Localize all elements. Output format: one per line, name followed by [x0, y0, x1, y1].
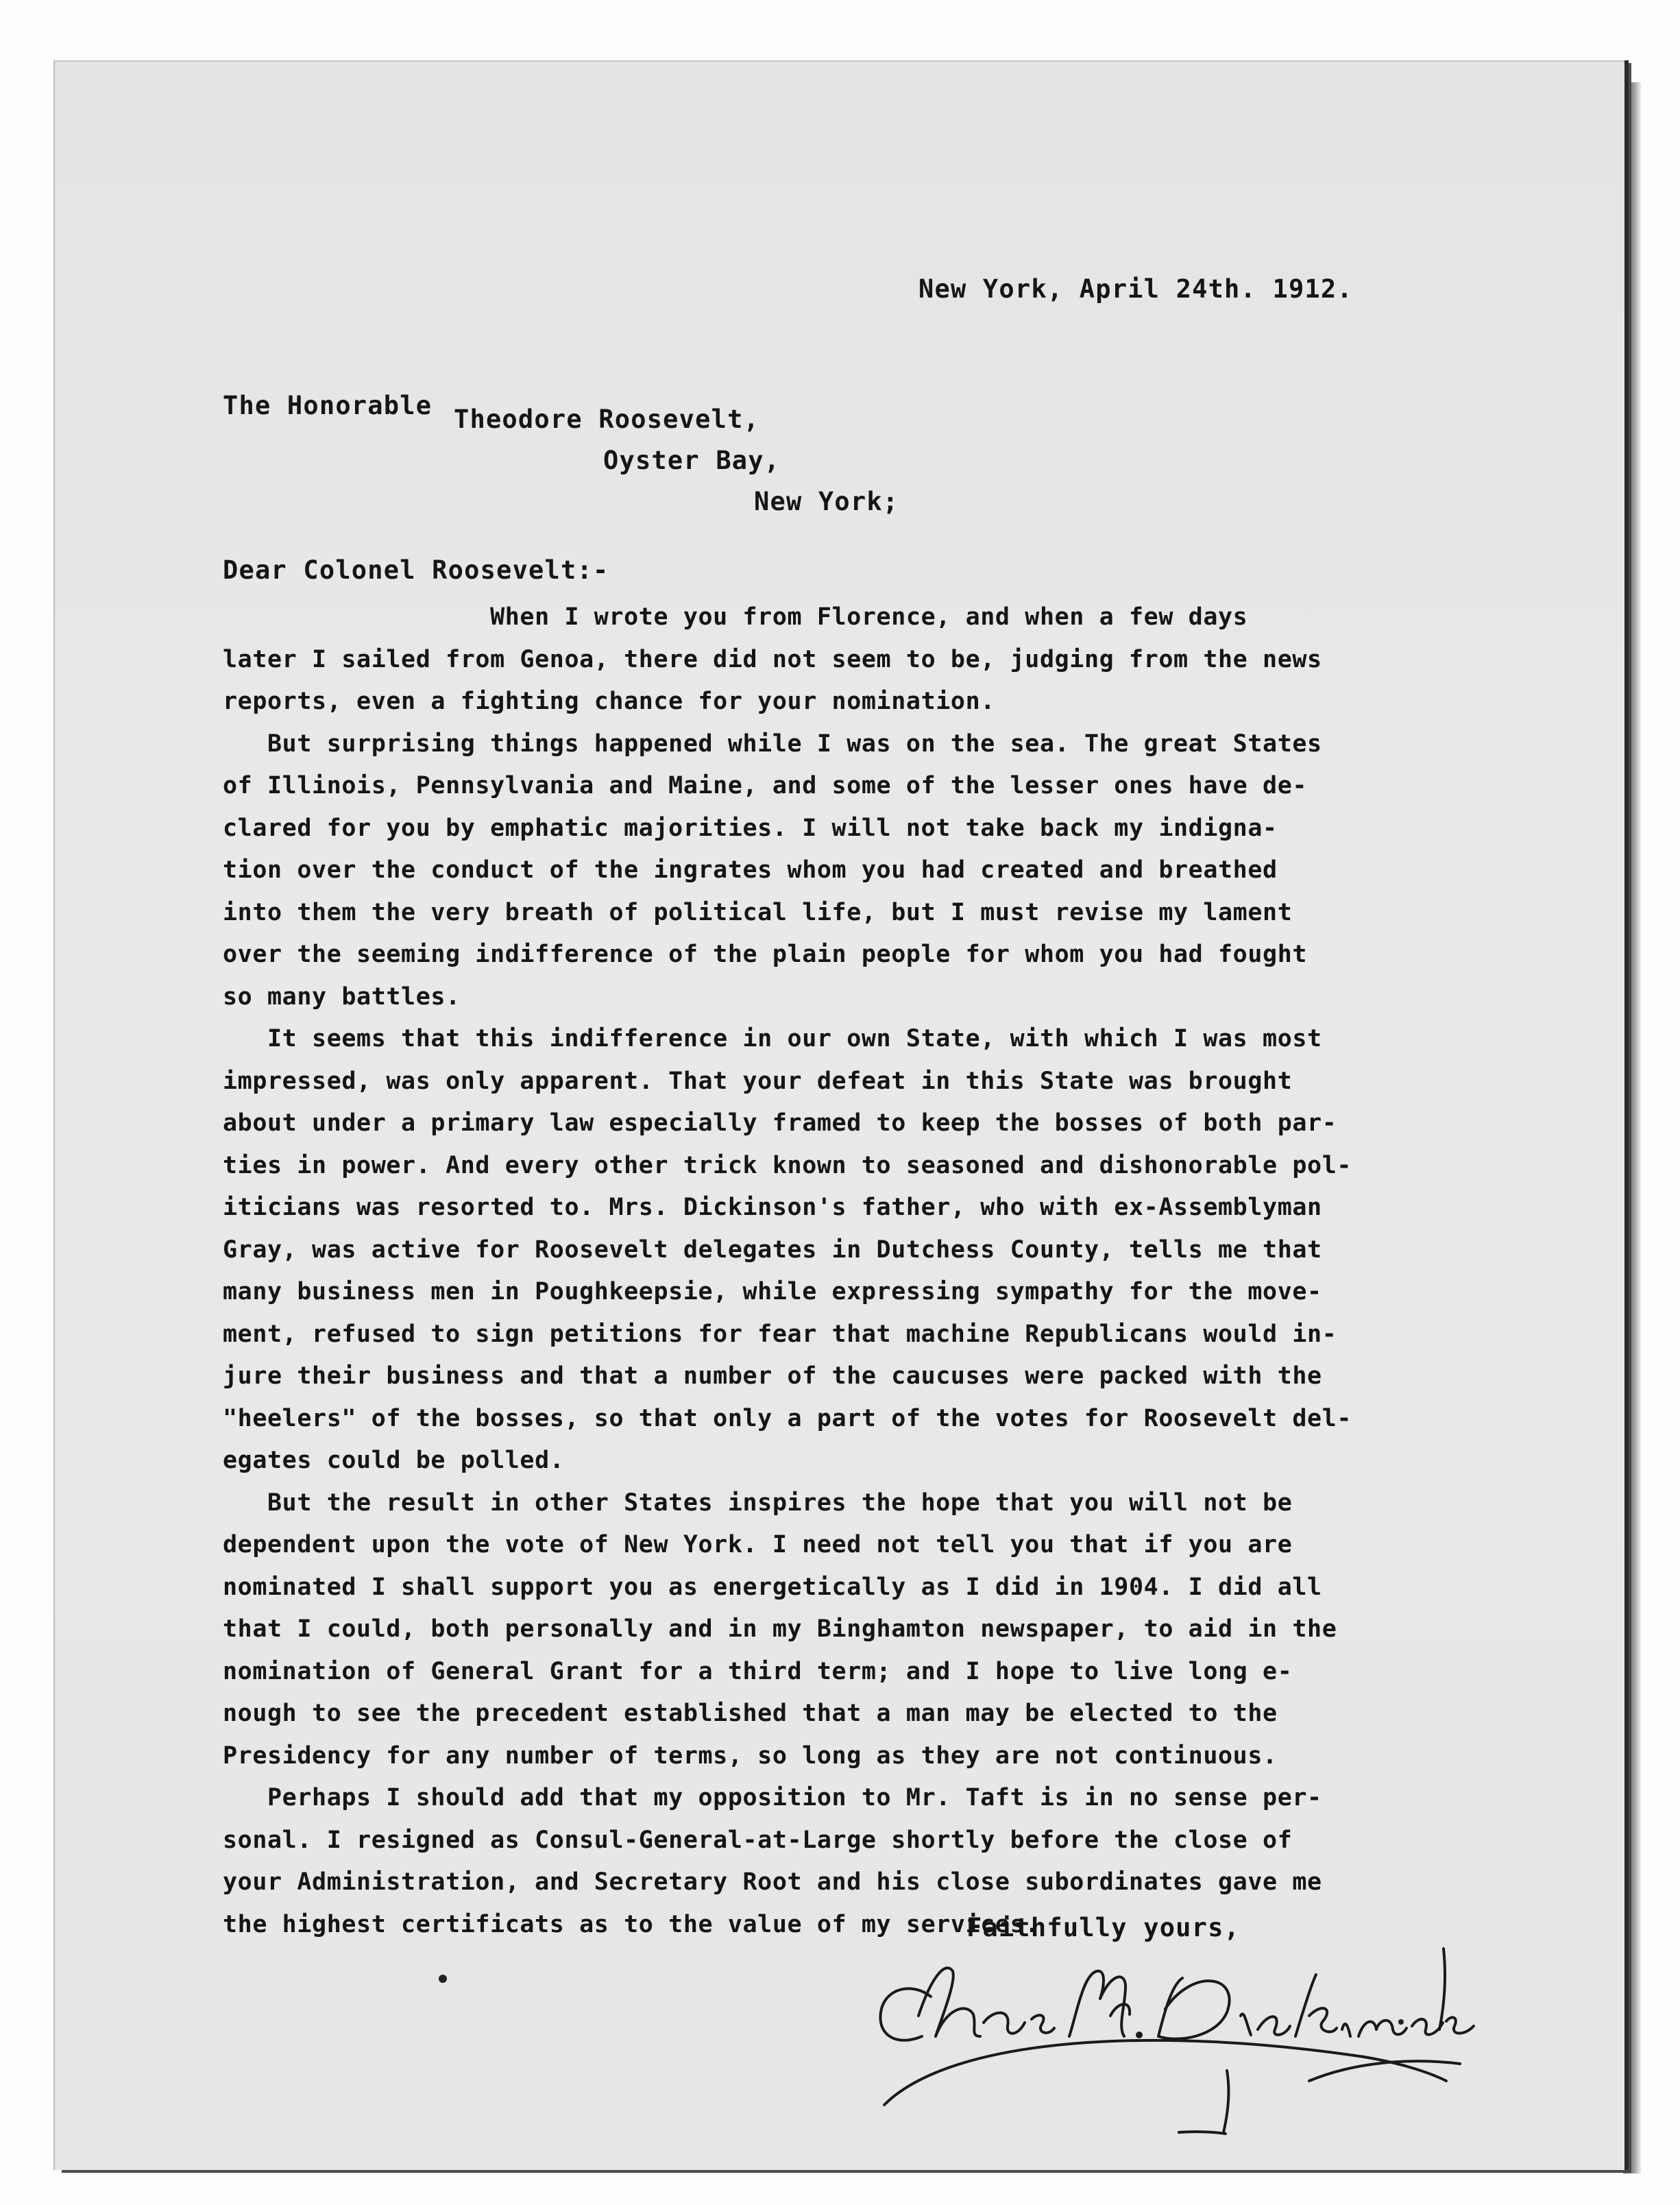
body-line: nomination of General Grant for a third term; and I hope to live long e-: [223, 1657, 1293, 1685]
body-line: reports, even a fighting chance for your nomination.: [223, 688, 995, 715]
letter-date: New York, April 24th. 1912.: [918, 274, 1353, 304]
ink-speck: [1398, 2019, 1404, 2025]
body-line: that I could, both personally and in my Binghamton newspaper, to aid in the: [223, 1615, 1337, 1643]
body-line: later I sailed from Genoa, there did not seem to be, judging from the news: [223, 645, 1322, 673]
body-line: But the result in other States inspires the hope that you will not be: [223, 1489, 1293, 1517]
body-line: Presidency for any number of terms, so long as they are not continuous.: [223, 1742, 1278, 1770]
body-line: the highest certificats as to the value of my services.: [223, 1910, 1040, 1938]
body-line: sonal. I resigned as Consul-General-at-Large shortly before the close of: [223, 1826, 1293, 1854]
body-line: nough to see the precedent established that a man may be elected to the: [223, 1700, 1278, 1727]
recipient-honorific: The Honorable: [223, 391, 433, 420]
body-line: clared for you by emphatic majorities. I will not take back my indigna-: [223, 814, 1278, 842]
body-line: egates could be polled.: [223, 1447, 565, 1474]
body-line: iticians was resorted to. Mrs. Dickinson's father, who with ex-Assemblyman: [223, 1194, 1322, 1221]
ink-speck: [439, 1975, 447, 1983]
letter-body: [223, 597, 1352, 1946]
body-line: jure their business and that a number of the caucuses were packed with the: [223, 1362, 1322, 1390]
body-line: ties in power. And every other trick known to seasoned and dishonorable pol-: [223, 1151, 1352, 1179]
body-line: over the seeming indifference of the plain people for whom you had fought: [223, 941, 1308, 968]
body-line: But surprising things happened while I was on the sea. The great States: [223, 730, 1322, 758]
paper-edge: [1623, 82, 1641, 2173]
body-line: of Illinois, Pennsylvania and Maine, and some of the lesser ones have de-: [223, 772, 1308, 799]
body-line: dependent upon the vote of New York. I need not tell you that if you are: [223, 1531, 1293, 1558]
body-line: Perhaps I should add that my opposition to Mr. Taft is in no sense per-: [223, 1784, 1322, 1811]
body-line: your Administration, and Secretary Root and his close subordinates gave me: [223, 1868, 1322, 1896]
body-line: "heelers" of the bosses, so that only a part of the votes for Roosevelt del-: [223, 1404, 1352, 1432]
handwritten-signature: [871, 1933, 1487, 2139]
body-line: many business men in Poughkeepsie, while expressing sympathy for the move-: [223, 1278, 1322, 1305]
body-line: Gray, was active for Roosevelt delegates in Dutchess County, tells me that: [223, 1236, 1322, 1264]
recipient-name: Theodore Roosevelt,: [454, 405, 760, 434]
body-line: about under a primary law especially framed to keep the bosses of both par-: [223, 1109, 1337, 1137]
body-line: nominated I shall support you as energetically as I did in 1904. I did all: [223, 1573, 1322, 1601]
body-line: ment, refused to sign petitions for fear that machine Republicans would in-: [223, 1320, 1337, 1348]
recipient-state: New York;: [754, 487, 899, 516]
salutation: Dear Colonel Roosevelt:-: [223, 555, 609, 585]
body-line: so many battles.: [223, 983, 461, 1011]
body-line: into them the very breath of political life, but I must revise my lament: [223, 898, 1293, 926]
body-line: impressed, was only apparent. That your defeat in this State was brought: [223, 1067, 1293, 1095]
body-line: It seems that this indifference in our own State, with which I was most: [223, 1025, 1322, 1052]
body-line: tion over the conduct of the ingrates whom you had created and breathed: [223, 856, 1278, 884]
body-line: When I wrote you from Florence, and when a few days: [223, 603, 1248, 631]
closing: Faithfully yours,: [966, 1913, 1241, 1942]
recipient-town: Oyster Bay,: [603, 446, 781, 475]
